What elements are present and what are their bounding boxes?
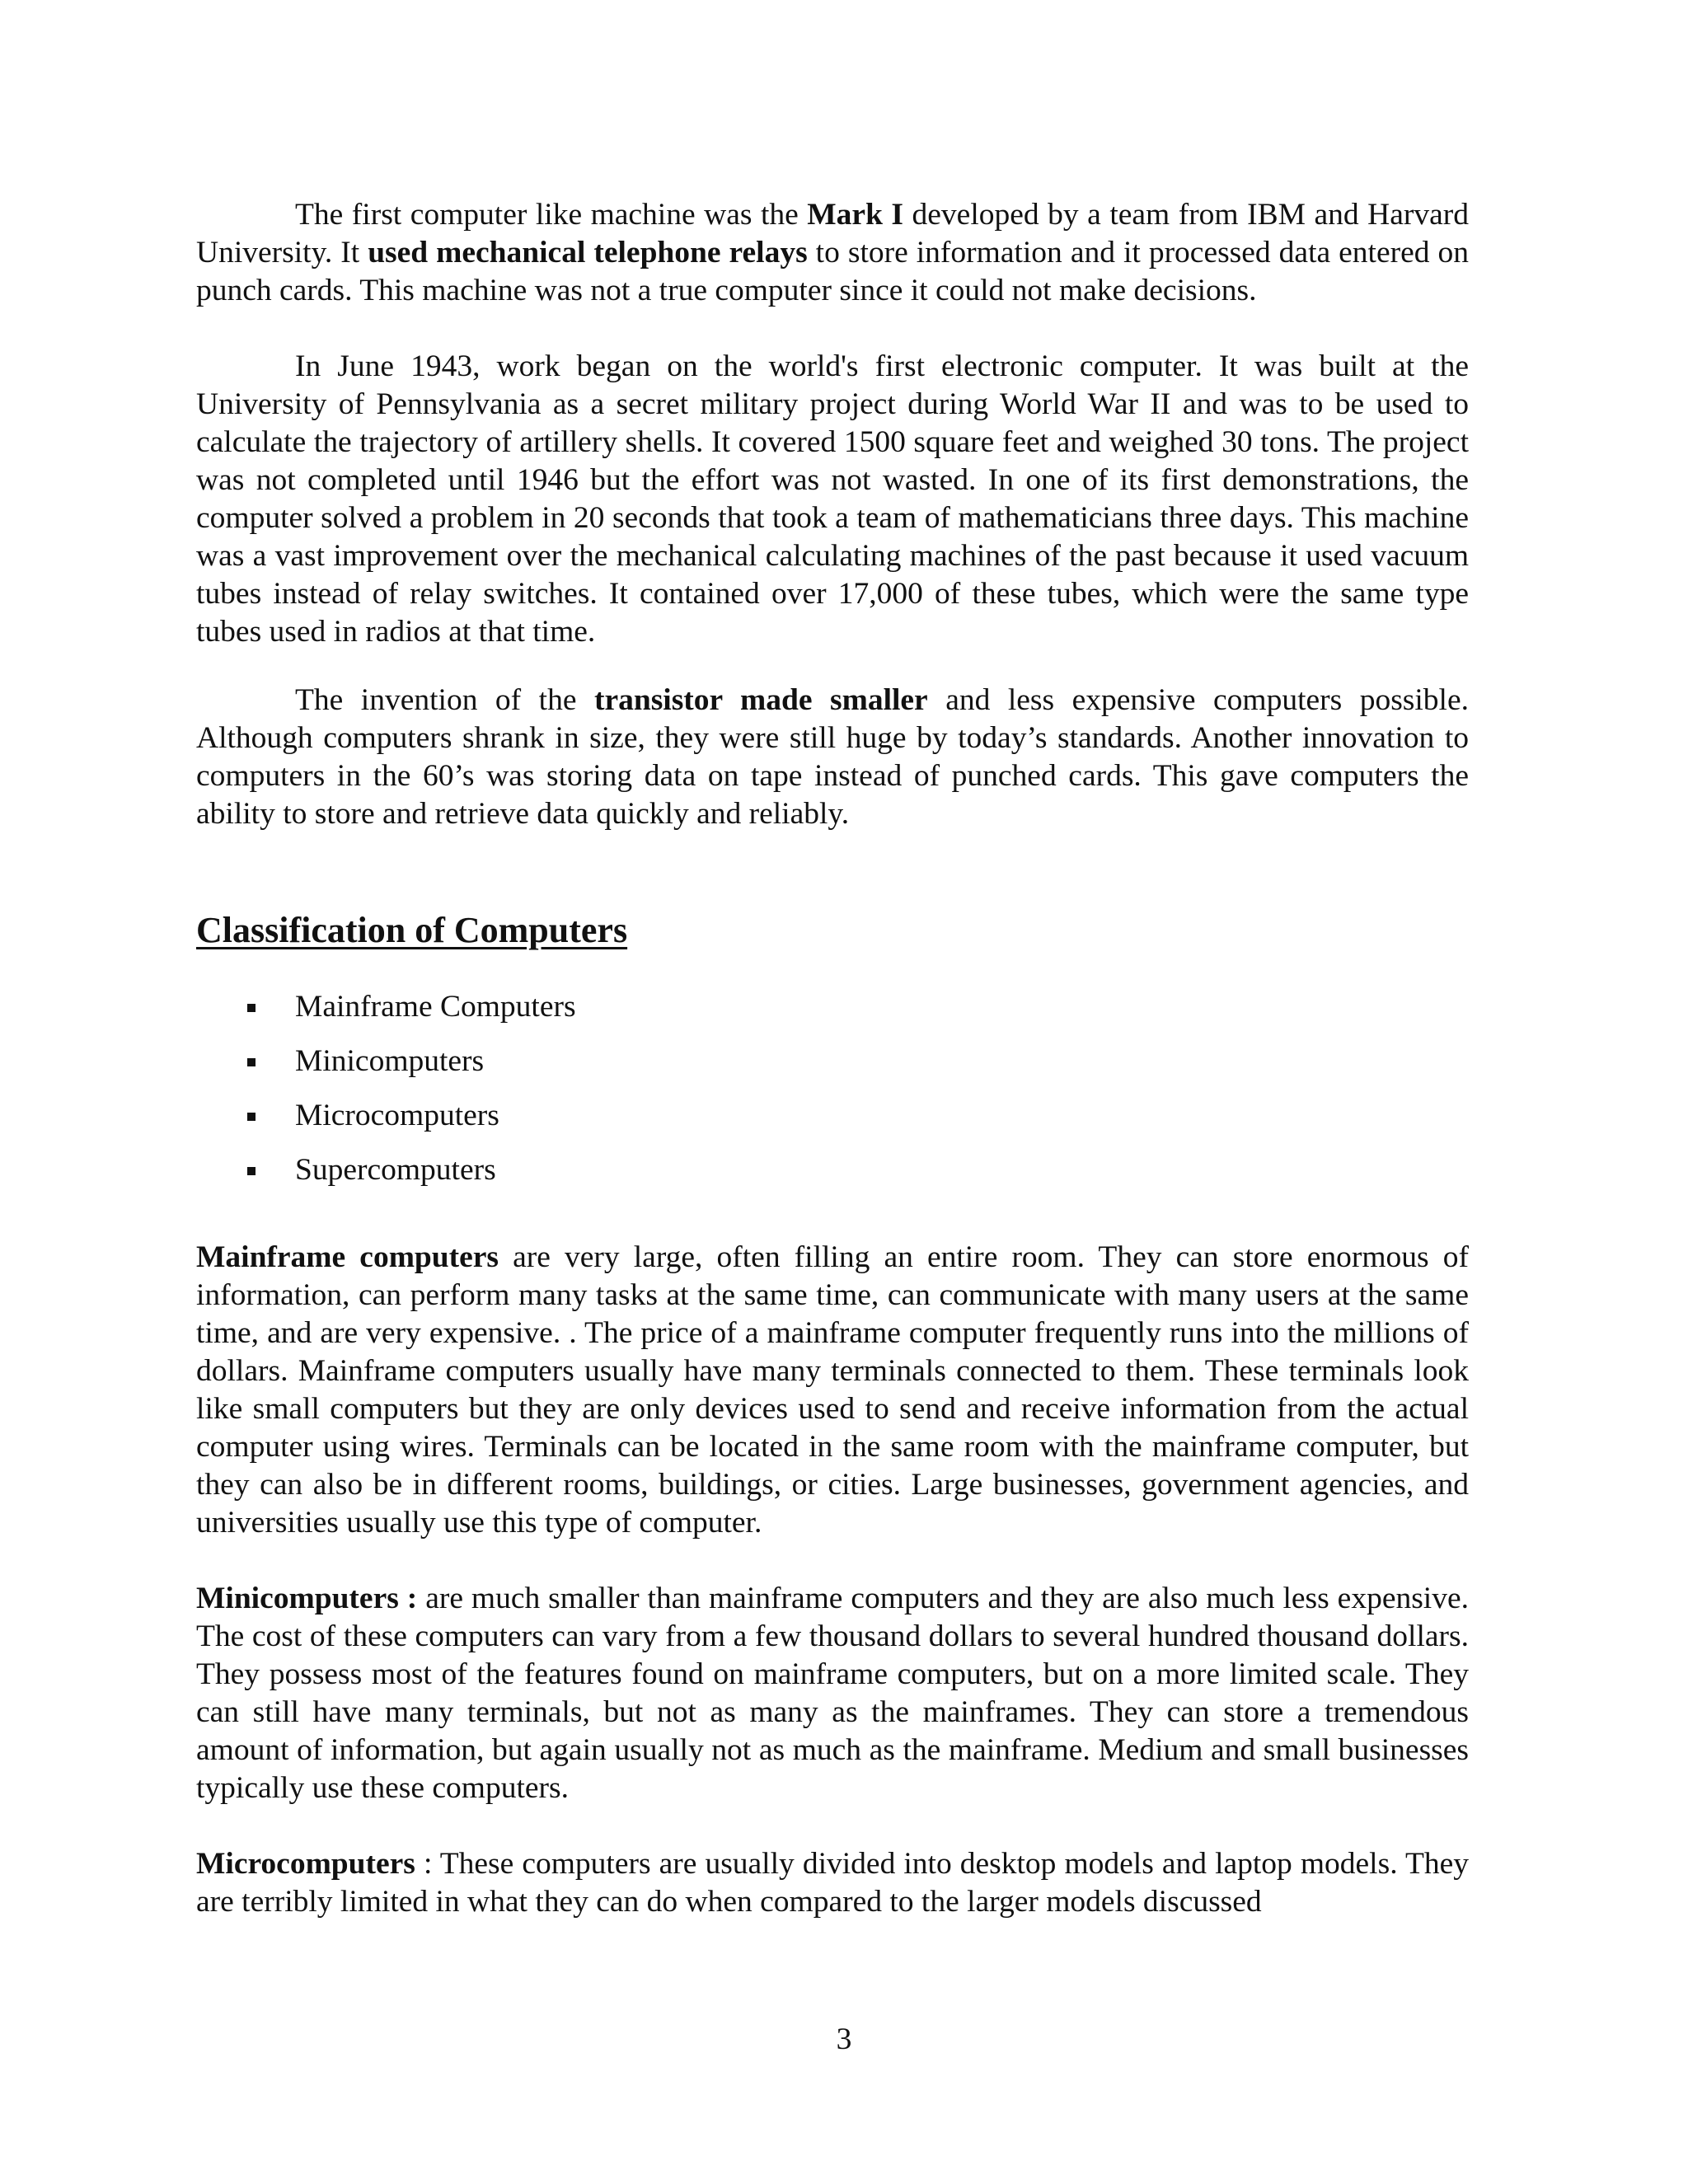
text-run: The first computer like machine was the — [295, 198, 808, 232]
bold-telephone-relays: used mechanical telephone relays — [368, 236, 808, 269]
paragraph-microcomputers — [196, 1845, 1469, 1921]
bullet-square-icon — [247, 1058, 256, 1066]
bold-mark-i: Mark I — [807, 198, 904, 232]
list-item — [196, 1151, 1469, 1206]
page-number: 3 — [836, 2022, 852, 2056]
bullet-square-icon — [247, 1167, 256, 1175]
text-run: to store information and it processed data entered on punch cards. This machine was not a true computer since it could not make decisions. — [196, 236, 1469, 307]
list-item-label: Supercomputers — [295, 1153, 496, 1187]
list-item — [196, 988, 1469, 1043]
paragraph-mainframe — [196, 1239, 1469, 1542]
list-item-label: Mainframe Computers — [295, 990, 576, 1024]
section-heading-classification: Classification of Computers — [196, 910, 628, 950]
bold-transistor: transistor made smaller — [593, 683, 928, 717]
list-item — [196, 1097, 1469, 1151]
term-minicomputers: Minicomputers : — [196, 1582, 418, 1615]
text-run: The invention of the — [295, 683, 594, 717]
bullet-square-icon — [247, 1004, 256, 1012]
bullet-square-icon — [247, 1113, 256, 1121]
list-item-label: Minicomputers — [295, 1044, 485, 1078]
term-mainframe: Mainframe computers — [196, 1240, 499, 1274]
text-run: are much smaller than mainframe computers and they are also much less expensive. The cost of these computers can vary from a few thousand dollars to several hundred thousand dollars. They possess most of the features found on mainframe computers, but on a more limited scale. They can still have many terminals, but not as many as the mainframes. They can store a tremendous amount of information, but again usually not as much as the mainframe. Medium and small businesses typically use these computers. — [196, 1582, 1469, 1805]
paragraph-mark-i — [196, 196, 1469, 310]
paragraph-minicomputers — [196, 1580, 1469, 1807]
document-page — [196, 196, 1469, 1921]
text-run: developed by a team from IBM and Harvard University. It — [196, 198, 1469, 269]
classification-list — [196, 988, 1469, 1206]
list-item-label: Microcomputers — [295, 1099, 499, 1132]
text-run: : These computers are usually divided into desktop models and laptop models. They are terribly limited in what they can do when compared to the larger models discussed — [196, 1847, 1469, 1919]
term-microcomputers: Microcomputers — [196, 1847, 415, 1881]
text-run: are very large, often filling an entire room. They can store enormous of information, can perform many tasks at the same time, can communicate with many users at the same time, and are very expensive. . The price of a mainframe computer frequently runs into the millions of dollars. Mainframe computers usually have many terminals connected to them. These terminals look like small computers but they are only devices used to send and receive information from the actual computer using wires. Terminals can be located in the same room with the mainframe computer, but they can also be in different rooms, buildings, or cities. Large businesses, government agencies, and universities usually use this type of computer. — [196, 1240, 1469, 1540]
text-run: and less expensive computers possible. Although computers shrank in size, they were still huge by today’s standards. Another innovation to computers in the 60’s was storing data on tape instead of punched cards. This gave computers the ability to store and retrieve data quickly and reliably. — [196, 683, 1469, 831]
list-item — [196, 1043, 1469, 1097]
paragraph-eniac: In June 1943, work began on the world's first electronic computer. It was built at the University of Pennsylvania as a secret military project during World War II and was to be used to calculate the trajectory of artillery shells. It covered 1500 square feet and weighed 30 tons. The project was not completed until 1946 but the effort was not wasted. In one of its first demonstrations, the computer solved a problem in 20 seconds that took a team of mathematicians three days. This machine was a vast improvement over the mechanical calculating machines of the past because it used vacuum tubes instead of relay switches. It contained over 17,000 of these tubes, which were the same type tubes used in radios at that time. — [196, 349, 1469, 649]
paragraph-transistor — [196, 682, 1469, 833]
